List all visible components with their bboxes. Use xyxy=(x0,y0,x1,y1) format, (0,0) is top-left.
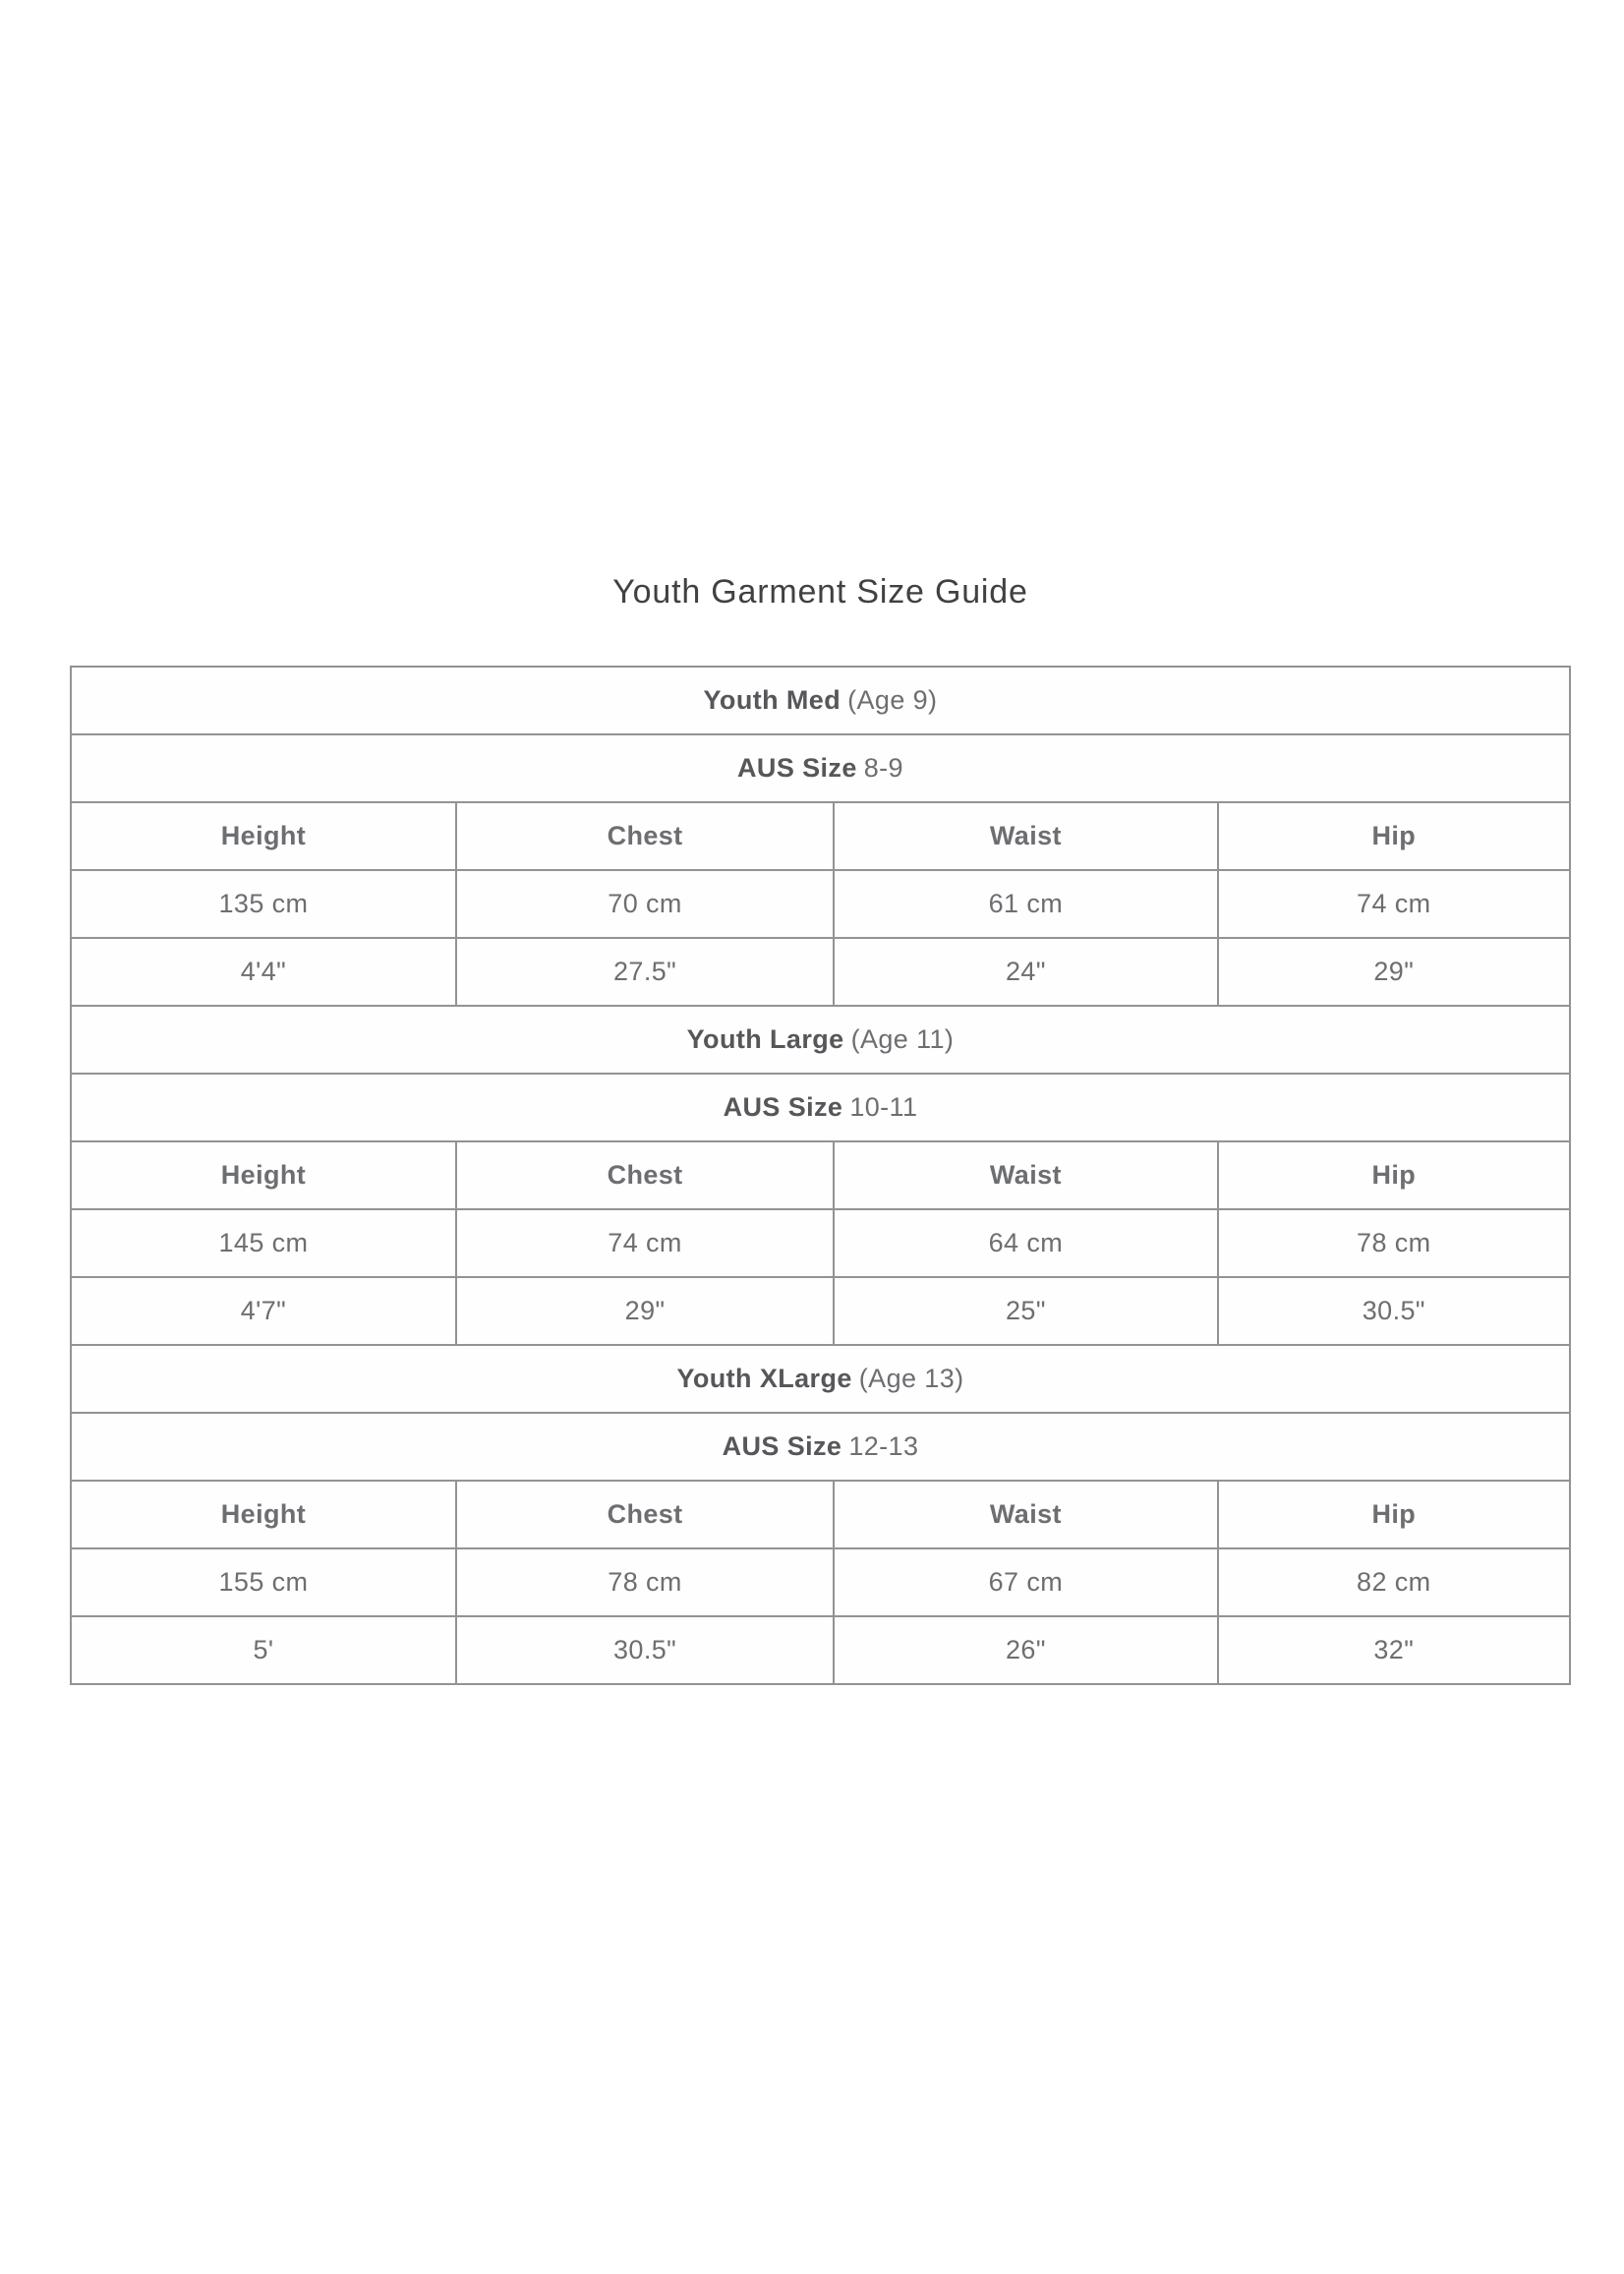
chest-cm-value: 78 cm xyxy=(456,1548,834,1616)
waist-cm-value: 64 cm xyxy=(834,1209,1217,1277)
imperial-values-row xyxy=(71,1277,1570,1345)
waist-in-value: 24" xyxy=(834,938,1217,1006)
aus-size-value: 12-13 xyxy=(848,1431,919,1461)
height-cm-value: 135 cm xyxy=(71,870,456,938)
column-header-chest: Chest xyxy=(456,1141,834,1209)
section-title-cell xyxy=(71,667,1570,734)
hip-in-value: 29" xyxy=(1218,938,1570,1006)
age-label: (Age 13) xyxy=(858,1364,964,1393)
column-header-height: Height xyxy=(71,1141,456,1209)
hip-cm-value: 82 cm xyxy=(1218,1548,1570,1616)
column-header-height: Height xyxy=(71,1481,456,1548)
chest-in-value: 29" xyxy=(456,1277,834,1345)
column-header-chest: Chest xyxy=(456,1481,834,1548)
size-name-label: Youth Large xyxy=(686,1024,844,1054)
hip-in-value: 32" xyxy=(1218,1616,1570,1684)
waist-cm-value: 67 cm xyxy=(834,1548,1217,1616)
chest-in-value: 27.5" xyxy=(456,938,834,1006)
column-header-chest: Chest xyxy=(456,802,834,870)
height-in-value: 4'7" xyxy=(71,1277,456,1345)
hip-in-value: 30.5" xyxy=(1218,1277,1570,1345)
waist-cm-value: 61 cm xyxy=(834,870,1217,938)
section-header-row xyxy=(71,1345,1570,1413)
chest-in-value: 30.5" xyxy=(456,1616,834,1684)
aus-size-value: 8-9 xyxy=(863,753,903,783)
column-header-hip: Hip xyxy=(1218,1481,1570,1548)
aus-size-cell xyxy=(71,734,1570,802)
age-label: (Age 9) xyxy=(847,685,938,715)
aus-size-row xyxy=(71,734,1570,802)
hip-cm-value: 78 cm xyxy=(1218,1209,1570,1277)
age-label: (Age 11) xyxy=(850,1024,955,1054)
section-header-row xyxy=(71,667,1570,734)
size-name-label: Youth XLarge xyxy=(676,1364,852,1393)
column-header-row xyxy=(71,1481,1570,1548)
aus-size-value: 10-11 xyxy=(849,1092,918,1122)
aus-size-label: AUS Size xyxy=(722,1431,842,1461)
hip-cm-value: 74 cm xyxy=(1218,870,1570,938)
section-title-cell xyxy=(71,1345,1570,1413)
metric-values-row xyxy=(71,1209,1570,1277)
aus-size-label: AUS Size xyxy=(723,1092,843,1122)
column-header-waist: Waist xyxy=(834,802,1217,870)
column-header-waist: Waist xyxy=(834,1141,1217,1209)
column-header-hip: Hip xyxy=(1218,1141,1570,1209)
aus-size-cell xyxy=(71,1074,1570,1141)
section-header-row xyxy=(71,1006,1570,1074)
page-title: Youth Garment Size Guide xyxy=(612,573,1028,611)
aus-size-label: AUS Size xyxy=(737,753,857,783)
height-cm-value: 145 cm xyxy=(71,1209,456,1277)
waist-in-value: 25" xyxy=(834,1277,1217,1345)
metric-values-row xyxy=(71,870,1570,938)
section-title-cell xyxy=(71,1006,1570,1074)
aus-size-row xyxy=(71,1074,1570,1141)
column-header-row xyxy=(71,1141,1570,1209)
imperial-values-row xyxy=(71,1616,1570,1684)
imperial-values-row xyxy=(71,938,1570,1006)
height-cm-value: 155 cm xyxy=(71,1548,456,1616)
aus-size-cell xyxy=(71,1413,1570,1481)
height-in-value: 4'4" xyxy=(71,938,456,1006)
waist-in-value: 26" xyxy=(834,1616,1217,1684)
height-in-value: 5' xyxy=(71,1616,456,1684)
chest-cm-value: 74 cm xyxy=(456,1209,834,1277)
column-header-row xyxy=(71,802,1570,870)
column-header-waist: Waist xyxy=(834,1481,1217,1548)
chest-cm-value: 70 cm xyxy=(456,870,834,938)
size-guide-table xyxy=(70,666,1571,1685)
column-header-hip: Hip xyxy=(1218,802,1570,870)
size-name-label: Youth Med xyxy=(703,685,841,715)
column-header-height: Height xyxy=(71,802,456,870)
aus-size-row xyxy=(71,1413,1570,1481)
metric-values-row xyxy=(71,1548,1570,1616)
